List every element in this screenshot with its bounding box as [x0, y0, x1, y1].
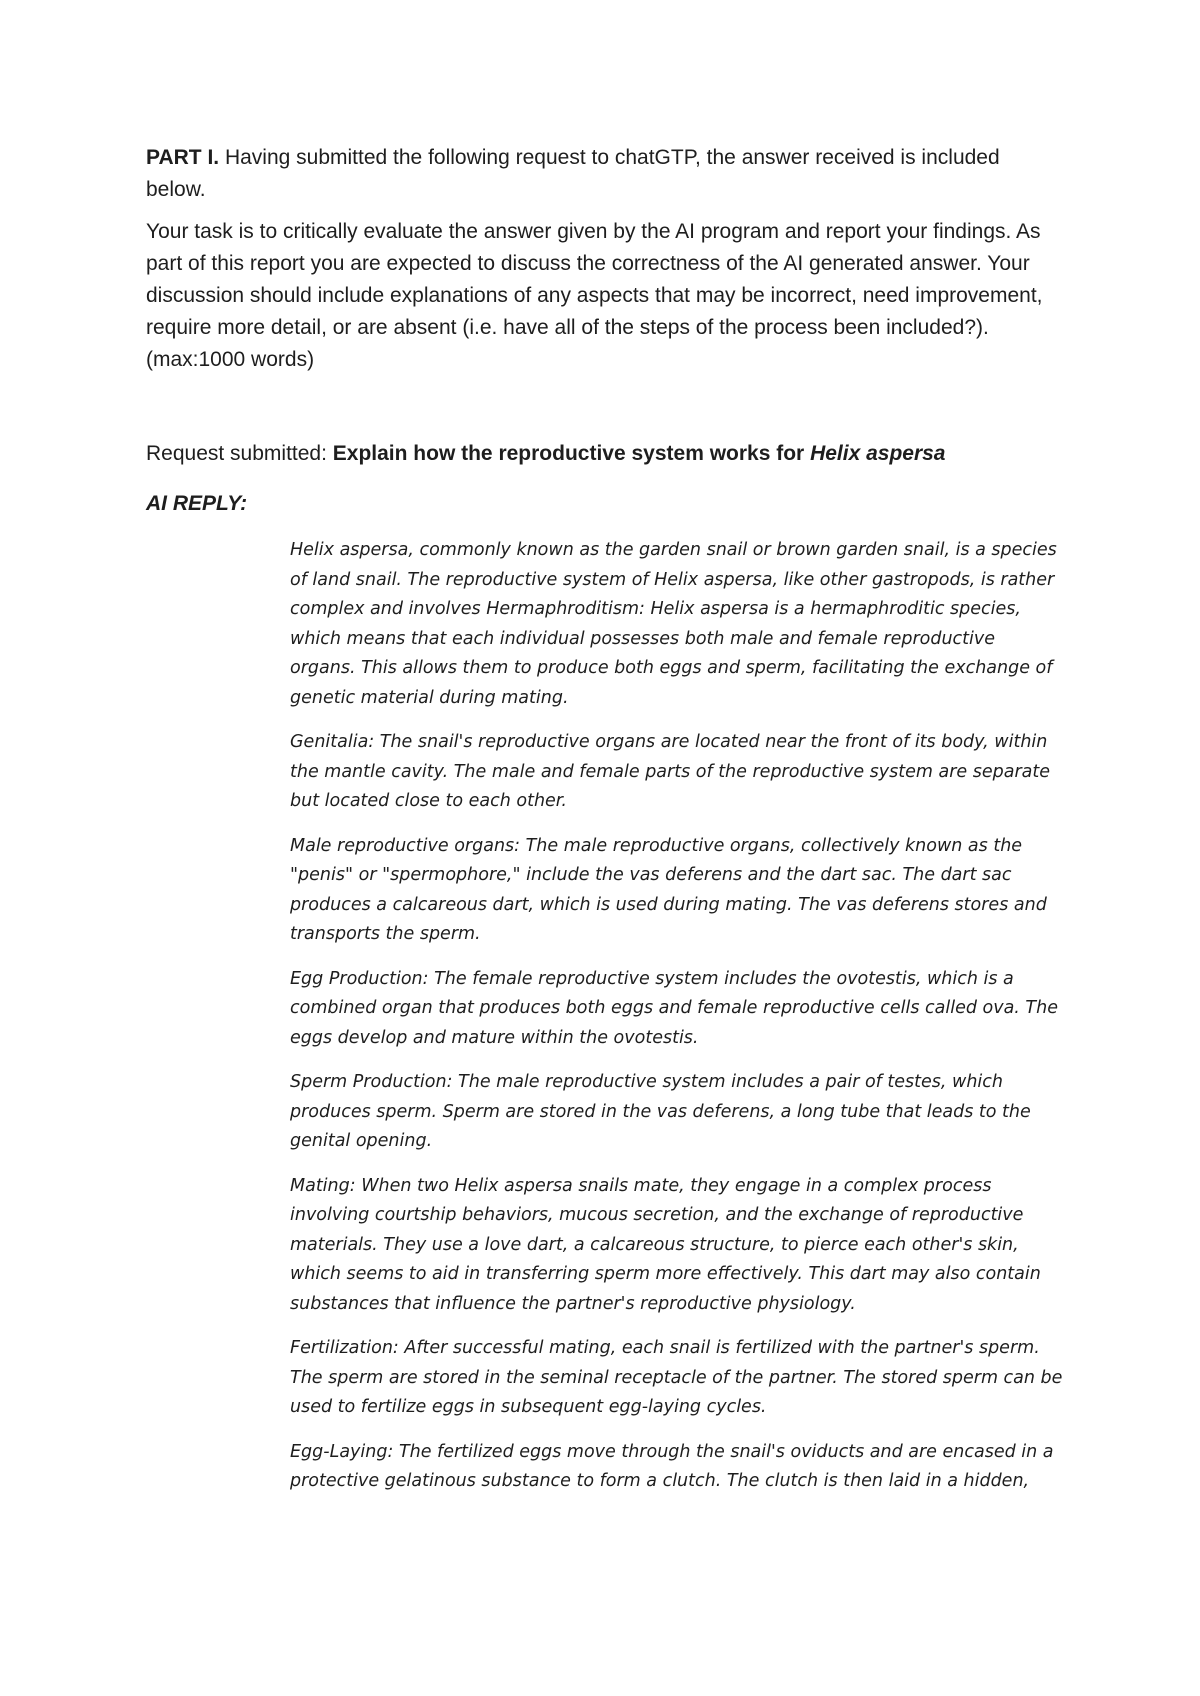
reply-paragraph: Male reproductive organs: The male reproductive organs, collectively known as the "penis" or "spermophore," include the vas deferens and the dart sac. The dart sac produces a calcareous dart, which is used during mating. The vas deferens stores and transports the sperm. — [290, 835, 1047, 944]
reply-paragraph: Sperm Production: The male reproductive system includes a pair of testes, which produces sperm. Sperm are stored in the vas deferens, a long tube that leads to the genital opening. — [290, 1072, 1031, 1151]
ai-reply-body — [290, 536, 1065, 1497]
task-instructions: Your task is to critically evaluate the answer given by the AI program and report your findings. As part of this report you are expected to discuss the correctness of the AI generated answer. Your discussion should include explanations of any aspects that may be incorrect, need improvement, require more detail, or are absent (i.e. have all of the steps of the process been included?). (max:1000 words) — [146, 220, 1043, 371]
spacer — [0, 376, 1200, 438]
request-label: Request submitted: — [146, 442, 333, 465]
reply-paragraph: Helix aspersa, commonly known as the garden snail or brown garden snail, is a species of land snail. The reproductive system of Helix aspersa, like other gastropods, is rather complex and involves Hermaphroditism: Helix aspersa is a hermaphroditic species, which means that each individual possesses both male and female reproductive organs. This allows them to produce both eggs and sperm, facilitating the exchange of genetic material during mating. — [290, 540, 1057, 708]
ai-reply-label: AI REPLY: — [146, 492, 248, 515]
reply-paragraph: Egg Production: The female reproductive system includes the ovotestis, which is a combined organ that produces both eggs and female reproductive cells called ova. The eggs develop and mature within the ovotestis. — [290, 968, 1058, 1048]
reply-paragraph: Fertilization: After successful mating, each snail is fertilized with the partner's sperm. The sperm are stored in the seminal receptacle of the partner. The stored sperm can be used to fertilize eggs in subsequent egg-laying cycles. — [290, 1338, 1063, 1417]
part-label: PART I. — [146, 146, 220, 169]
request-text: Explain how the reproductive system works for — [332, 442, 811, 465]
reply-paragraph: Mating: When two Helix aspersa snails mate, they engage in a complex process involving courtship behaviors, mucous secretion, and the exchange of reproductive materials. They use a love dart, a calcareous structure, to pierce each other's skin, which seems to aid in transferring sperm more effectively. This dart may also contain substances that influence the partner's reproductive physiology. — [290, 1175, 1041, 1314]
part-intro — [146, 142, 1061, 206]
reply-paragraph: Genitalia: The snail's reproductive organs are located near the front of its body, within the mantle cavity. The male and female parts of the reproductive system are separate but located close to each other. — [290, 732, 1051, 811]
reply-paragraph: Egg-Laying: The fertilized eggs move through the snail's oviducts and are encased in a protective gelatinous substance to form a clutch. The clutch is then laid in a hidden, — [290, 1441, 1054, 1491]
request-line — [146, 438, 1200, 470]
request-species: Helix aspersa — [810, 442, 946, 465]
part-intro-text: Having submitted the following request to chatGTP, the answer received is included below. — [146, 146, 1000, 201]
